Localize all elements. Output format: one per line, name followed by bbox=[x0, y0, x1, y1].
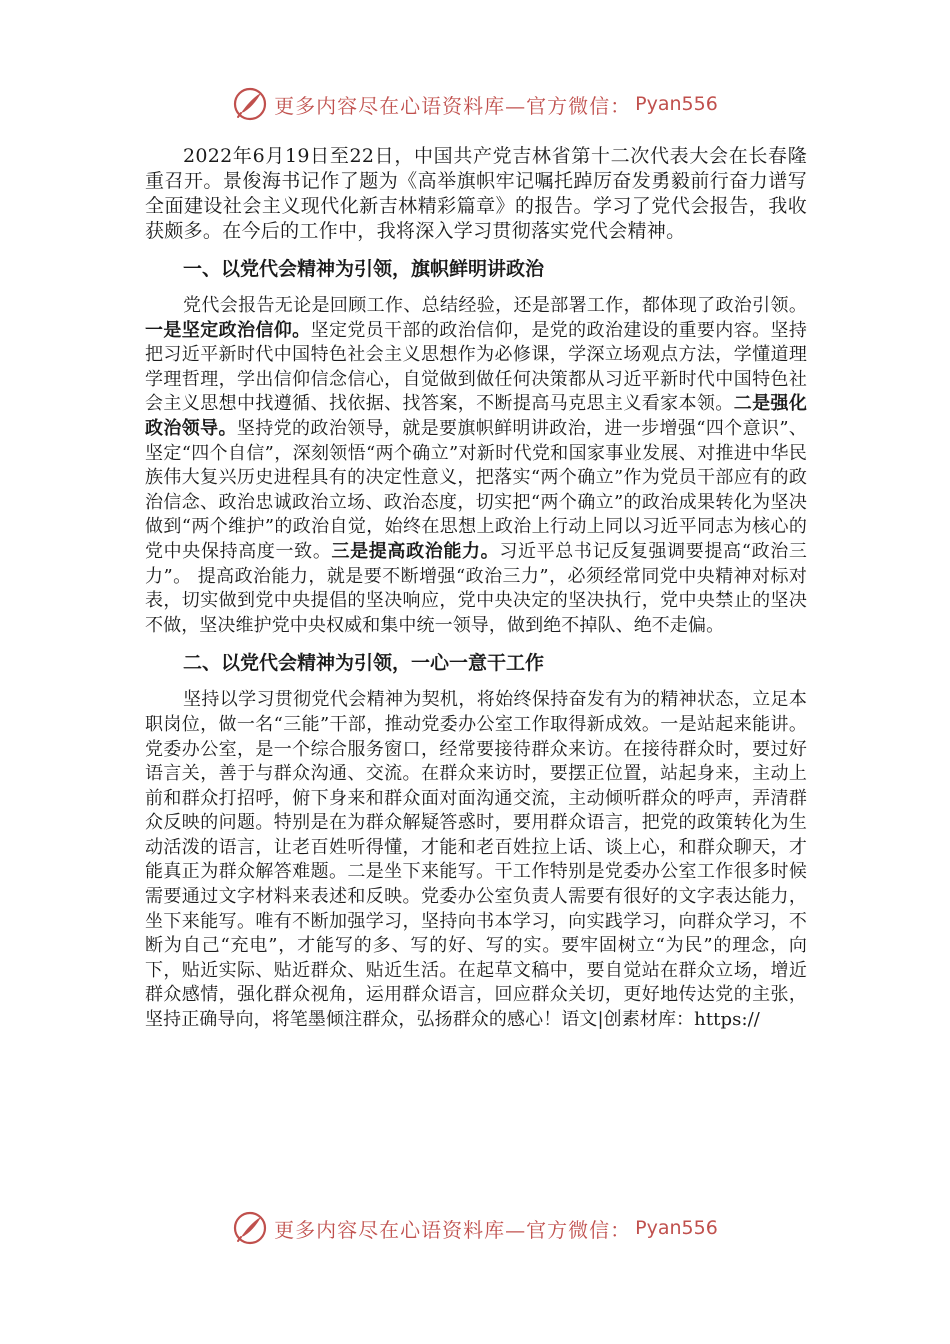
banner-text: 更多内容尽在心语资料库—官方微信： bbox=[274, 93, 632, 118]
section-1-text-d: 习近平总书记反复强调要提高“政治三力”。 提高政治能力，就是要不断增强“政治三力”，必须经常同党中央精神对标对表，切实做到党中央提倡的坚决响应，党中央决定的坚决执行，党中央禁止的坚决不做，坚决维护党中央权威和集中统一领导，做到绝不掉队、绝不走偏。 bbox=[145, 540, 808, 636]
header-watermark-banner bbox=[0, 82, 950, 126]
point-2-emphasis: 二是强化政治领导。 bbox=[145, 393, 807, 439]
section-2-paragraph: 坚持以学习贯彻党代会精神为契机，将始终保持奋发有为的精神状态，立足本职岗位，做一名“三能”干部，推动党委办公室工作取得新成效。一是站起来能讲。党委办公室，是一个综合服务窗口，经常要接待群众来访。在接待群众时，要过好语言关，善于与群众沟通、交流。在群众来访时，要摆正位置，站起身来，主动上前和群众打招呼，俯下身来和群众面对面沟通交流，主动倾听群众的呼声，弄清群众反映的问题。特别是在为群众解疑答惑时，要用群众语言，把党的政策转化为生动活泼的语言，让老百姓听得懂，才能和老百姓拉上话、谈上心，和群众聊天，才能真正为群众解答难题。二是坐下来能写。干工作特别是党委办公室工作很多时候需要通过文字材料来表述和反映。党委办公室负责人需要有很好的文字表达能力，坐下来能写。唯有不断加强学习，坚持向书本学习，向实践学习，向群众学习，不断为自己“充电”，才能写的多、写的好、写的实。要牢固树立“为民”的理念，向下，贴近实际、贴近群众、贴近生活。在起草文稿中，要自觉站在群众立场，增近群众感情，强化群众视角，运用群众语言，回应群众关切，更好地传达党的主张，坚持正确导向，将笔墨倾注群众，弘扬群众的感心！语文|创素材库：https:// bbox=[145, 689, 807, 1031]
document-body bbox=[145, 144, 807, 1033]
quill-logo-icon bbox=[232, 86, 268, 122]
point-3-emphasis: 三是提高政治能力。 bbox=[331, 540, 500, 562]
section-1-text-a: 党代会报告无论是回顾工作、总结经验，还是部署工作，都体现了政治引领。 bbox=[183, 295, 807, 316]
banner-text: 更多内容尽在心语资料库—官方微信： bbox=[274, 1217, 632, 1242]
banner-code: Pyan556 bbox=[635, 93, 718, 115]
section-heading-2: 二、以党代会精神为引领，一心一意干工作 bbox=[183, 652, 545, 675]
section-1-text-c: 坚持党的政治领导，就是要旗帜鲜明讲政治，进一步增强“四个意识”、坚定“四个自信”，深刻领悟“两个确立”对新时代党和国家事业发展、对推进中华民族伟大复兴历史进程具有的决定性意义，把落实“两个确立”作为党员干部应有的政治信念、政治忠诚政治立场、政治态度，切实把“两个确立”的政治成果转化为坚决做到“两个维护”的政治自觉，始终在思想上政治上行动上同以习近平同志为核心的党中央保持高度一致。 bbox=[145, 417, 807, 562]
section-1-text-b: 坚定党员干部的政治信仰，是党的政治建设的重要内容。坚持把习近平新时代中国特色社会主义思想作为必修课，学深立场观点方法，学懂道理学理哲理，学出信仰信念信心，自觉做到做任何决策都从习近平新时代中国特色社会主义思想中找遵循、找依据、找答案，不断提高马克思主义看家本领。 bbox=[145, 319, 807, 415]
point-1-emphasis: 一是坚定政治信仰。 bbox=[145, 319, 311, 341]
footer-watermark-banner bbox=[0, 1206, 950, 1250]
quill-logo-icon bbox=[232, 1210, 268, 1246]
section-1-paragraph bbox=[145, 294, 807, 638]
banner-code: Pyan556 bbox=[635, 1217, 718, 1239]
intro-paragraph: 2022年6月19日至22日，中国共产党吉林省第十二次代表大会在长春隆重召开。景俊海书记作了题为《高举旗帜牢记嘱托踔厉奋发勇毅前行奋力谱写全面建设社会主义现代化新吉林精彩篇章》的报告。学习了党代会报告，我收获颇多。在今后的工作中，我将深入学习贯彻落实党代会精神。 bbox=[145, 145, 807, 242]
section-heading-1: 一、以党代会精神为引领，旗帜鲜明讲政治 bbox=[183, 258, 545, 280]
